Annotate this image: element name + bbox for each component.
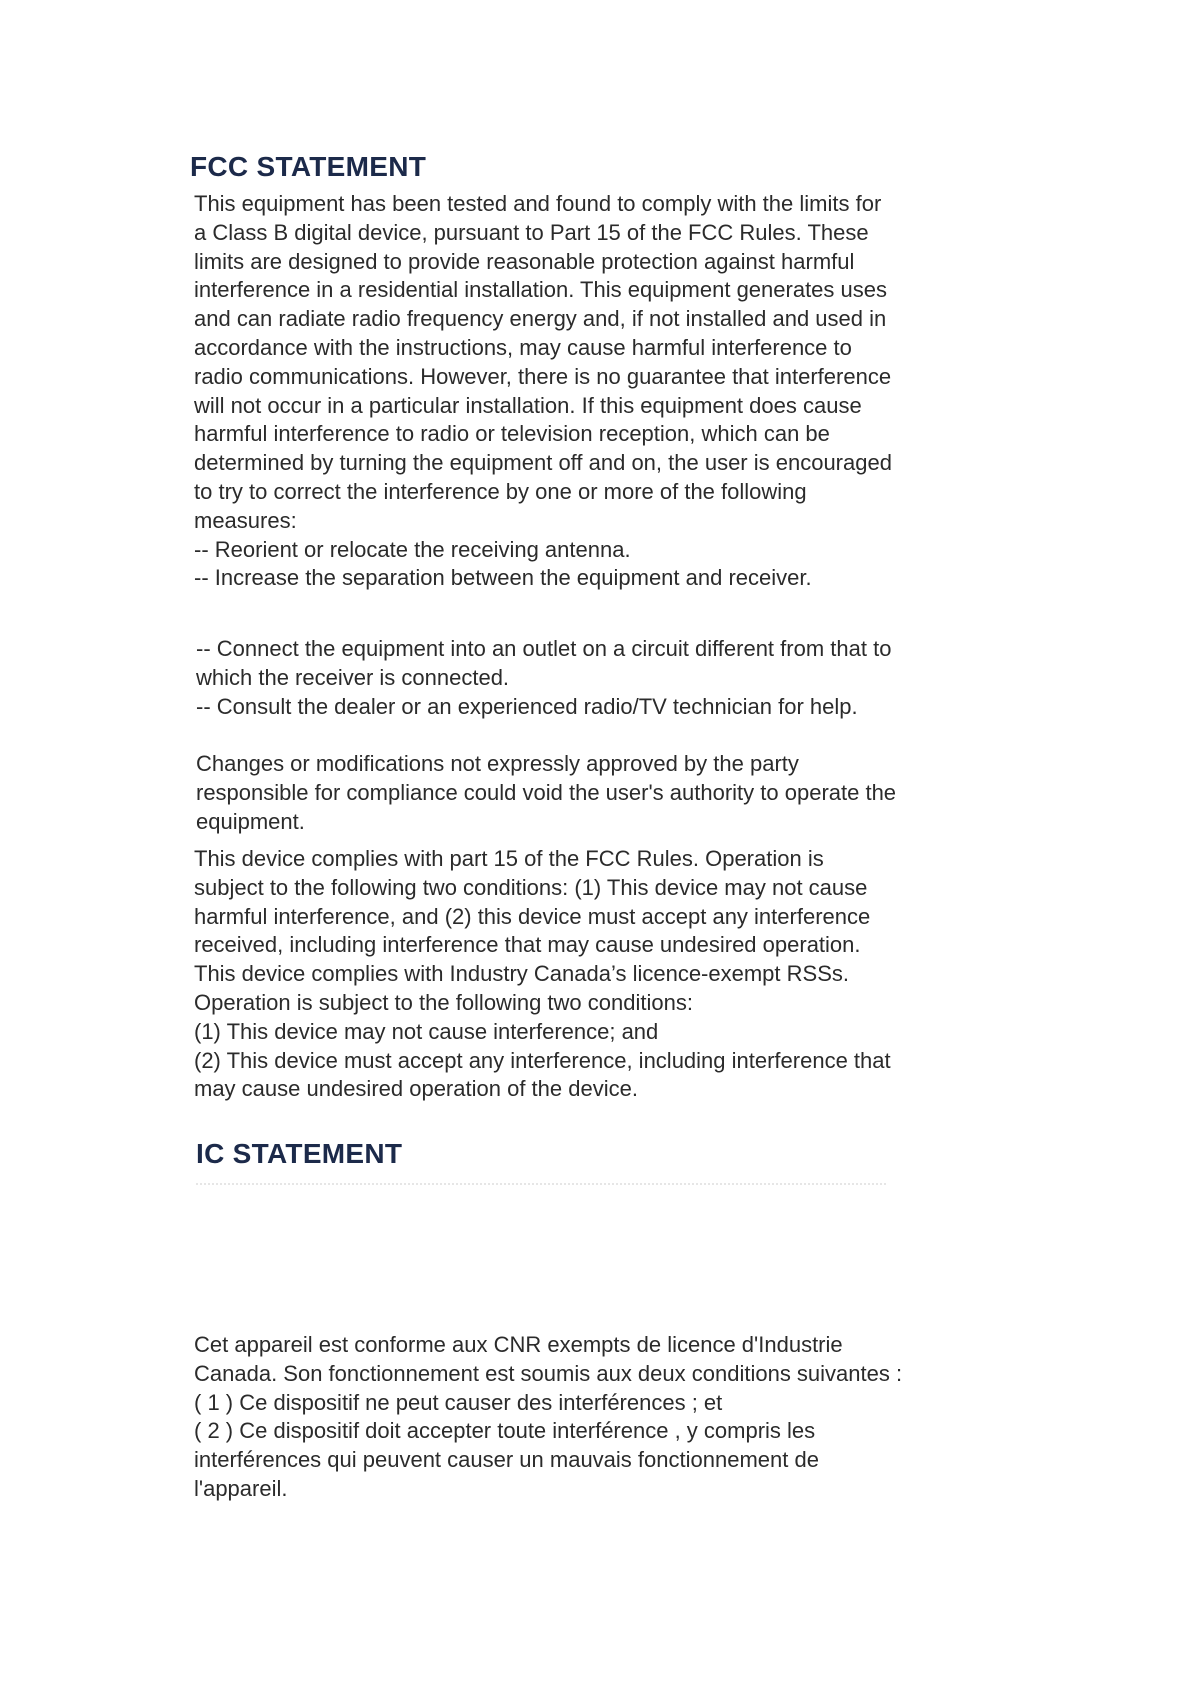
text-line: This device complies with part 15 of the FCC Rules. Operation is (194, 846, 824, 871)
text-line: limits are designed to provide reasonable protection against harmful (194, 248, 855, 274)
text-line: radio communications. However, there is no guarantee that interference (194, 363, 892, 389)
text-line: (2) This device must accept any interference, including interference that (194, 1047, 891, 1073)
text-line: a Class B digital device, pursuant to Part 15 of the FCC Rules. These (194, 219, 869, 245)
fcc-paragraph-modifications (196, 750, 896, 836)
text-line: equipment. (196, 808, 305, 834)
text-line: responsible for compliance could void the user's authority to operate the (196, 779, 897, 805)
text-line: ( 1 ) Ce dispositif ne peut causer des interférences ; et (194, 1389, 723, 1415)
fcc-paragraph-measures-continued (196, 635, 891, 721)
fcc-paragraph-part15-conditions (194, 845, 891, 1104)
text-line: (1) This device may not cause interference; and (194, 1018, 659, 1044)
text-line: Changes or modifications not expressly approved by the party (196, 751, 799, 776)
text-line: subject to the following two conditions: (1) This device may not cause (194, 874, 868, 900)
text-line: Canada. Son fonctionnement est soumis aux deux conditions suivantes : (194, 1360, 903, 1386)
text-line: This equipment has been tested and found to comply with the limits for (194, 191, 882, 216)
text-line: Cet appareil est conforme aux CNR exempts de licence d'Industrie (194, 1332, 843, 1357)
faint-scan-artifact (196, 1183, 886, 1185)
text-line: ( 2 ) Ce dispositif doit accepter toute interférence , y compris les (194, 1418, 816, 1444)
measure-item: -- Connect the equipment into an outlet on a circuit different from that to (196, 636, 892, 661)
text-line: to try to correct the interference by one or more of the following (194, 478, 807, 504)
text-line: determined by turning the equipment off and on, the user is encouraged (194, 450, 892, 476)
text-line: interference in a residential installation. This equipment generates uses (194, 277, 887, 303)
measure-item: -- Increase the separation between the equipment and receiver. (194, 565, 812, 591)
text-line: and can radiate radio frequency energy and, if not installed and used in (194, 306, 887, 332)
text-line: Operation is subject to the following two conditions: (194, 989, 693, 1015)
text-line: This device complies with Industry Canada’s licence-exempt RSSs. (194, 961, 849, 987)
text-line: received, including interference that may cause undesired operation. (194, 932, 861, 958)
text-line: accordance with the instructions, may cause harmful interference to (194, 334, 852, 360)
text-line: harmful interference, and (2) this device must accept any interference (194, 903, 871, 929)
measure-item: -- Consult the dealer or an experienced radio/TV technician for help. (196, 693, 858, 719)
text-line: may cause undesired operation of the device. (194, 1076, 638, 1102)
ic-statement-heading: IC STATEMENT (196, 1138, 403, 1169)
text-line: l'appareil. (194, 1475, 288, 1501)
text-line: interférences qui peuvent causer un mauvais fonctionnement de (194, 1447, 819, 1473)
fcc-statement-heading: FCC STATEMENT (190, 151, 427, 182)
ic-paragraph-french (194, 1331, 902, 1504)
measure-item: -- Reorient or relocate the receiving antenna. (194, 536, 631, 562)
text-line: harmful interference to radio or television reception, which can be (194, 421, 830, 447)
fcc-paragraph-equipment-test (194, 190, 892, 593)
text-line: measures: (194, 507, 297, 533)
text-line: will not occur in a particular installation. If this equipment does cause (194, 392, 862, 418)
text-line: which the receiver is connected. (196, 664, 510, 690)
